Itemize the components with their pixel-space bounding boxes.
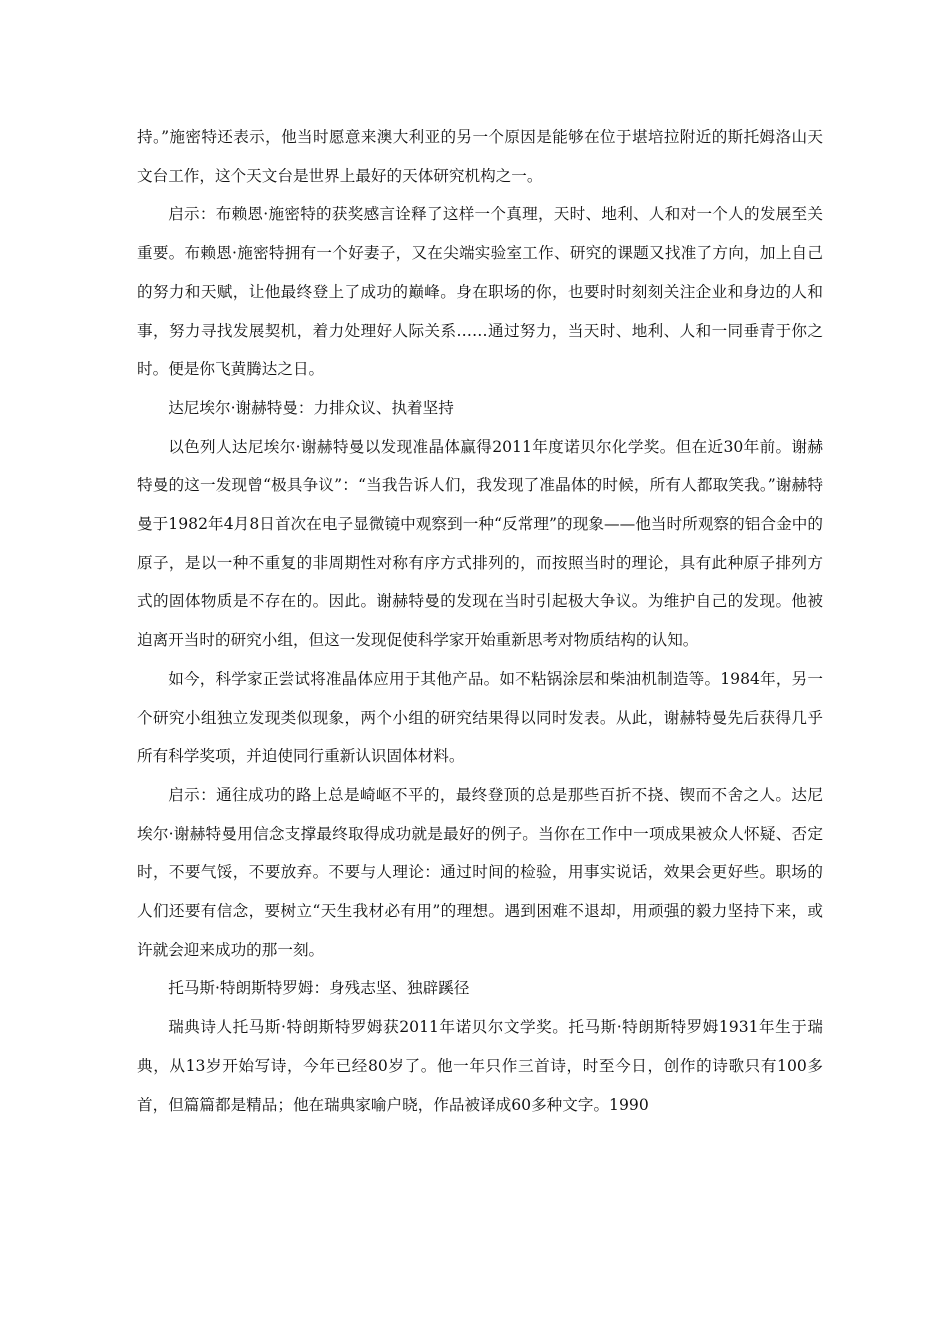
paragraph-insight-schmidt: 启示：布赖恩·施密特的获奖感言诠释了这样一个真理，天时、地利、人和对一个人的发展至关重要。布赖恩·施密特拥有一个好妻子，又在尖端实验室工作、研究的课题又找准了方向，加上自己的努力和天赋，让他最终登上了成功的巅峰。身在职场的你，也要时时刻刻关注企业和身边的人和事，努力寻找发展契机，着力处理好人际关系……通过努力，当天时、地利、人和一同垂青于你之时。便是你飞黄腾达之日。 [137, 205, 823, 379]
paragraph-continuation: 持。”施密特还表示，他当时愿意来澳大利亚的另一个原因是能够在位于堪培拉附近的斯托姆洛山天文台工作，这个天文台是世界上最好的天体研究机构之一。 [137, 128, 823, 185]
document-body [137, 118, 823, 1124]
paragraph-shechtman-discovery: 以色列人达尼埃尔·谢赫特曼以发现准晶体赢得2011年度诺贝尔化学奖。但在近30年前。谢赫特曼的这一发现曾“极具争议”：“当我告诉人们，我发现了准晶体的时候，所有人都取笑我。”谢赫特曼于1982年4月8日首次在电子显微镜中观察到一种“反常理”的现象——他当时所观察的铝合金中的原子，是以一种不重复的非周期性对称有序方式排列的，而按照当时的理论，具有此种原子排列方式的固体物质是不存在的。因此。谢赫特曼的发现在当时引起极大争议。为维护自己的发现。他被迫离开当时的研究小组，但这一发现促使科学家开始重新思考对物质结构的认知。 [137, 437, 823, 650]
section-heading-transtromer: 托马斯·特朗斯特罗姆：身残志坚、独辟蹊径 [168, 979, 470, 998]
section-heading-shechtman: 达尼埃尔·谢赫特曼：力排众议、执着坚持 [168, 398, 454, 417]
paragraph-insight-shechtman: 启示：通往成功的路上总是崎岖不平的，最终登顶的总是那些百折不挠、锲而不舍之人。达尼埃尔·谢赫特曼用信念支撑最终取得成功就是最好的例子。当你在工作中一项成果被众人怀疑、否定时，不要气馁，不要放弃。不要与人理论：通过时间的检验，用事实说话，效果会更好些。职场的人们还要有信念，要树立“天生我材必有用”的理想。遇到困难不退却，用顽强的毅力坚持下来，或许就会迎来成功的那一刻。 [137, 785, 823, 959]
paragraph-transtromer-intro: 瑞典诗人托马斯·特朗斯特罗姆获2011年诺贝尔文学奖。托马斯·特朗斯特罗姆1931年生于瑞典，从13岁开始写诗，今年已经80岁了。他一年只作三首诗，时至今日，创作的诗歌只有100多首，但篇篇都是精品；他在瑞典家喻户晓，作品被译成60多种文字。1990 [137, 1018, 823, 1114]
paragraph-shechtman-applications: 如今，科学家正尝试将准晶体应用于其他产品。如不粘锅涂层和柴油机制造等。1984年，另一个研究小组独立发现类似现象，两个小组的研究结果得以同时发表。从此，谢赫特曼先后获得几乎所有科学奖项，并迫使同行重新认识固体材料。 [137, 669, 823, 766]
